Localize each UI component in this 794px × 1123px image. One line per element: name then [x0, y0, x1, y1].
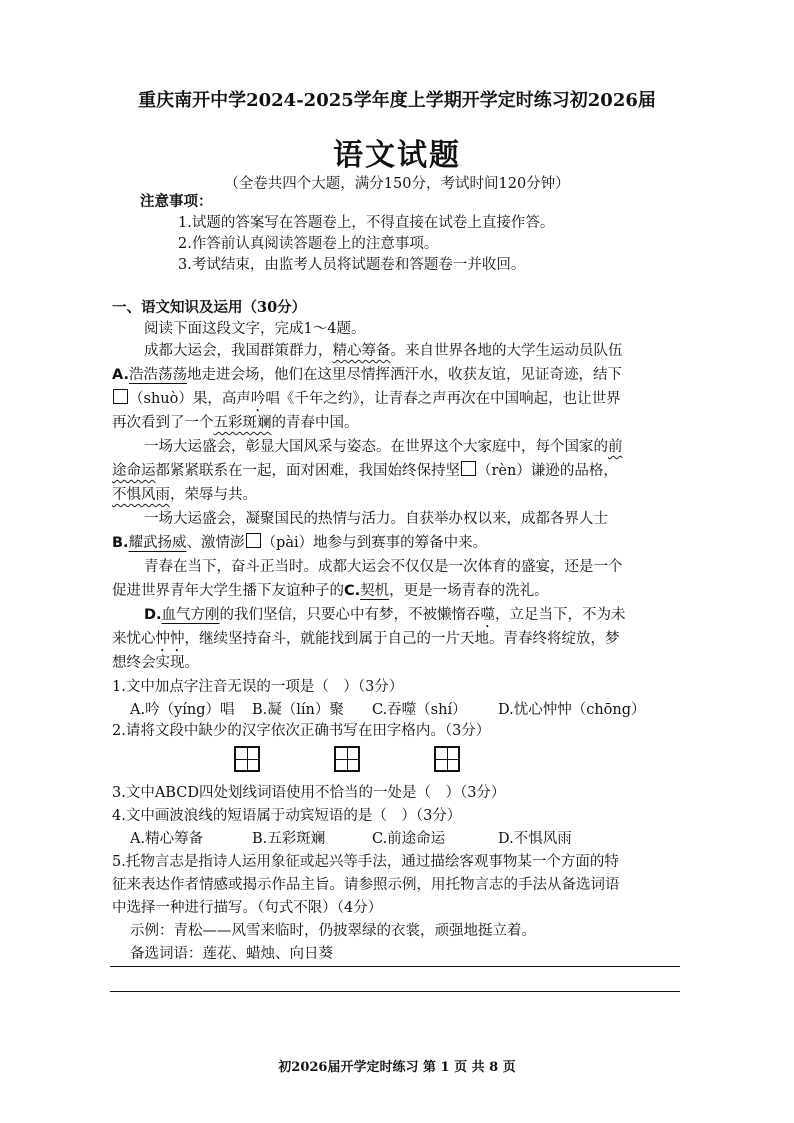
page-footer: 初2026届开学定时练习 第 1 页 共 8 页: [278, 1060, 516, 1075]
passage-line-2: A.浩浩荡荡地走进会场，他们在这里尽情挥洒汗水，收获友谊，见证奇迹，结下: [112, 367, 622, 383]
notice-item-1: 1.试题的答案写在答题卷上，不得直接在试卷上直接作答。: [178, 215, 555, 231]
q4-option-d: D.不惧风雨: [498, 831, 572, 847]
section-heading: 一、语文知识及运用（30分）: [112, 299, 307, 316]
passage-line-8: 一场大运盛会，凝聚国民的热情与活力。自获举办权以来，成都各界人士: [144, 511, 608, 527]
passage-line-9: B.耀武扬威、激情澎 （pài）地参与到赛事的筹备中来。: [112, 535, 488, 551]
question-5-line-2: 征来表达作者情感或揭示作品主旨。请参照示例，用托物言志的手法从备选词语: [112, 877, 620, 893]
question-5-example: 示例：青松——风雪来临时，仍披翠绿的衣裳，顽强地挺立着。: [130, 923, 536, 939]
q4-option-b: B.五彩斑斓: [252, 831, 326, 847]
blank-box: [461, 461, 476, 476]
answer-line-2[interactable]: [110, 991, 680, 992]
notice-heading: 注意事项：: [140, 193, 213, 210]
tianzige-box-2[interactable]: [334, 746, 360, 772]
question-4: 4.文中画波浪线的短语属于动宾短语的是（ ）（3分）: [112, 808, 462, 824]
exam-subtitle: （全卷共四个大题，满分150分，考试时间120分钟）: [224, 176, 570, 192]
question-2: 2.请将文段中缺少的汉字依次正确书写在田字格内。（3分）: [112, 723, 491, 739]
blank-box: [246, 533, 261, 548]
passage-line-6: 途命运都紧紧联系在一起，面对困难，我国始终保持坚 （rèn）谦逊的品格，: [112, 463, 618, 479]
q1-option-d: D.忧心忡忡（chōng）: [498, 702, 646, 718]
question-1: 1.文中加点字注音无误的一项是（ ）（3分）: [112, 679, 404, 695]
passage-line-12: D.血气方刚的我们坚信，只要心中有梦，不被懒惰吞噬，立足当下，不为未: [144, 607, 626, 623]
question-5-words: 备选词语：莲花、蜡烛、向日葵: [130, 946, 333, 962]
school-exam-line: 重庆南开中学2024-2025学年度上学期开学定时练习初2026届: [138, 90, 656, 111]
notice-item-3: 3.考试结束，由监考人员将试题卷和答题卷一并收回。: [178, 257, 526, 273]
passage-line-4: 再次看到了一个五彩斑斓的青春中国。: [112, 415, 359, 431]
passage-line-1: 成都大运会，我国群策群力，精心筹备。来自世界各地的大学生运动员队伍: [144, 343, 623, 359]
passage-line-10: 青春在当下，奋斗正当时。成都大运会不仅仅是一次体育的盛宴，还是一个: [144, 559, 623, 575]
answer-line-1[interactable]: [110, 966, 680, 967]
q1-option-c: C.吞噬（shí）: [372, 702, 467, 718]
q1-option-a: A.吟（yíng）唱: [130, 702, 235, 718]
passage-line-14: 想终会实现。: [112, 655, 199, 671]
q4-option-c: C.前途命运: [372, 831, 446, 847]
q4-option-a: A.精心筹备: [130, 831, 204, 847]
section-intro: 阅读下面这段文字，完成1～4题。: [144, 321, 366, 337]
passage-line-5: 一场大运盛会，彰显大国风采与姿态。在世界这个大家庭中，每个国家的前: [144, 439, 623, 455]
passage-line-7: 不惧风雨，荣辱与共。: [112, 487, 257, 503]
question-3: 3.文中ABCD四处划线词语使用不恰当的一处是（ ）（3分）: [112, 785, 506, 801]
question-5-line-3: 中选择一种进行描写。（句式不限）（4分）: [112, 900, 383, 916]
passage-line-3: （shuò）果，高声吟唱《千年之约》，让青春之声再次在中国响起，也让世界: [112, 389, 621, 415]
passage-line-13: 来忧心忡忡，继续坚持奋斗，就能找到属于自己的一片天地。青春终将绽放，梦: [112, 631, 620, 647]
tianzige-box-1[interactable]: [234, 746, 260, 772]
notice-item-2: 2.作答前认真阅读答题卷上的注意事项。: [178, 236, 439, 252]
question-5-line-1: 5.托物言志是指诗人运用象征或起兴等手法，通过描绘客观事物某一个方面的特: [112, 854, 619, 870]
q1-option-b: B.凝（lín）聚: [252, 702, 344, 718]
tianzige-box-3[interactable]: [434, 746, 460, 772]
passage-line-11: 促进世界青年大学生播下友谊种子的C.契机，更是一场青春的洗礼。: [112, 583, 549, 599]
blank-box: [113, 389, 128, 404]
exam-title: 语文试题: [333, 138, 461, 173]
